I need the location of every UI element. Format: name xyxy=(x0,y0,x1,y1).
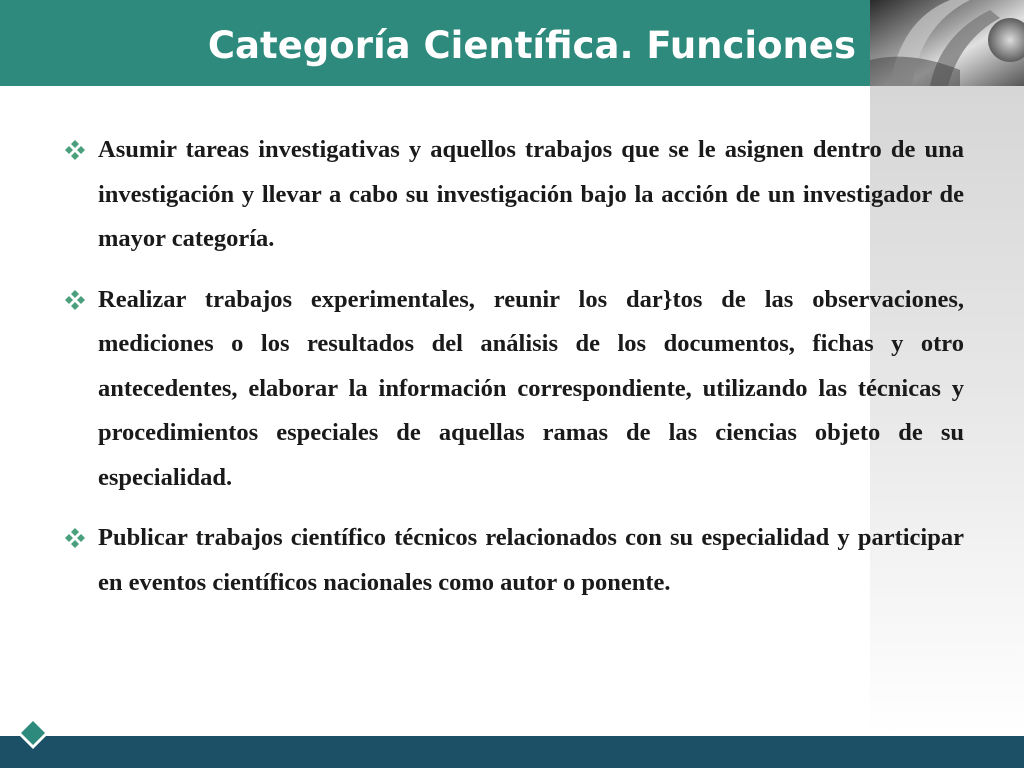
diamond-logo-icon xyxy=(16,716,50,750)
four-diamond-bullet-icon xyxy=(64,128,98,168)
four-diamond-bullet-icon xyxy=(64,278,98,318)
title-bar xyxy=(0,0,870,86)
bullet-text: Asumir tareas investigativas y aquellos trabajos que se le asignen dentro de una investigación y llevar a cabo su investigación bajo la acción de un investigador de mayor categoría. xyxy=(98,136,964,252)
metallic-decoration-image xyxy=(870,0,1024,86)
bullet-list xyxy=(64,128,964,621)
bullet-text: Realizar trabajos experimentales, reunir los dar}tos de las observaciones, mediciones o los resultados del análisis de los documentos, fichas y otro antecedentes, elaborar la información correspondiente, utilizando las técnicas y procedimientos especiales de aquellas ramas de las ciencias objeto de su especialidad. xyxy=(98,285,964,491)
footer-bar xyxy=(0,736,1024,768)
four-diamond-bullet-icon xyxy=(64,516,98,556)
slide-title: Categoría Científica. Funciones xyxy=(207,24,856,67)
list-item xyxy=(64,278,964,501)
list-item xyxy=(64,128,964,262)
list-item xyxy=(64,516,964,605)
bullet-text: Publicar trabajos científico técnicos relacionados con su especialidad y participar en eventos científicos nacionales como autor o ponente. xyxy=(98,524,964,596)
